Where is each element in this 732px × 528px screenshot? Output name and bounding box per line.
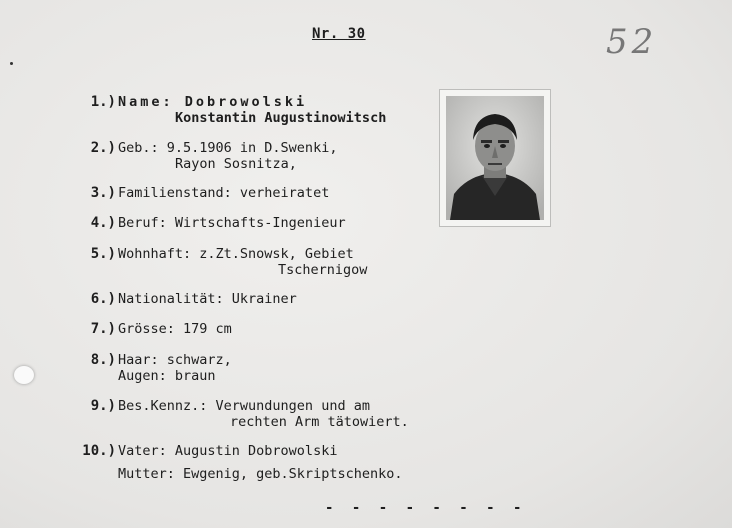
entry-eyes: Augen: braun <box>118 368 216 384</box>
entry-number: 10.) <box>82 443 116 459</box>
entry-nationality: Nationalität: Ukrainer <box>118 291 297 307</box>
entry-number: 8.) <box>90 352 116 368</box>
entry-number: 9.) <box>90 398 116 414</box>
entry-height: Grösse: 179 cm <box>118 321 232 337</box>
entry-number: 3.) <box>90 185 116 201</box>
entry-number: 1.) <box>90 94 116 110</box>
entry-name-line1: Name: Dobrowolski <box>118 94 308 110</box>
ink-speck <box>10 62 13 65</box>
entry-number: 4.) <box>90 215 116 231</box>
entry-number: 6.) <box>90 291 116 307</box>
portrait-photo <box>439 89 551 227</box>
entry-birth-line2: Rayon Sosnitza, <box>175 156 297 172</box>
entry-number: 5.) <box>90 246 116 262</box>
portrait-image <box>446 96 544 220</box>
entry-residence-line2: Tschernigow <box>278 262 368 278</box>
entry-mother: Mutter: Ewgenig, geb.Skriptschenko. <box>118 466 403 482</box>
entry-marks-line1: Bes.Kennz.: Verwundungen und am <box>118 398 370 414</box>
entry-marks-line2: rechten Arm tätowiert. <box>230 414 409 430</box>
document-title: Nr. 30 <box>312 26 366 42</box>
entry-hair: Haar: schwarz, <box>118 352 232 368</box>
entry-number: 2.) <box>90 140 116 156</box>
punch-hole <box>14 366 34 384</box>
entry-profession: Beruf: Wirtschafts-Ingenieur <box>118 215 346 231</box>
footer-dashes: - - - - - - - - <box>325 500 527 516</box>
entry-number: 7.) <box>90 321 116 337</box>
entry-birth-line1: Geb.: 9.5.1906 in D.Swenki, <box>118 140 338 156</box>
entry-father: Vater: Augustin Dobrowolski <box>118 443 338 459</box>
man-portrait-icon <box>446 96 544 220</box>
entry-name-line2: Konstantin Augustinowitsch <box>175 110 387 126</box>
entry-marital-status: Familienstand: verheiratet <box>118 185 330 201</box>
entry-residence-line1: Wohnhaft: z.Zt.Snowsk, Gebiet <box>118 246 354 262</box>
handwritten-number: 52 <box>606 22 658 62</box>
